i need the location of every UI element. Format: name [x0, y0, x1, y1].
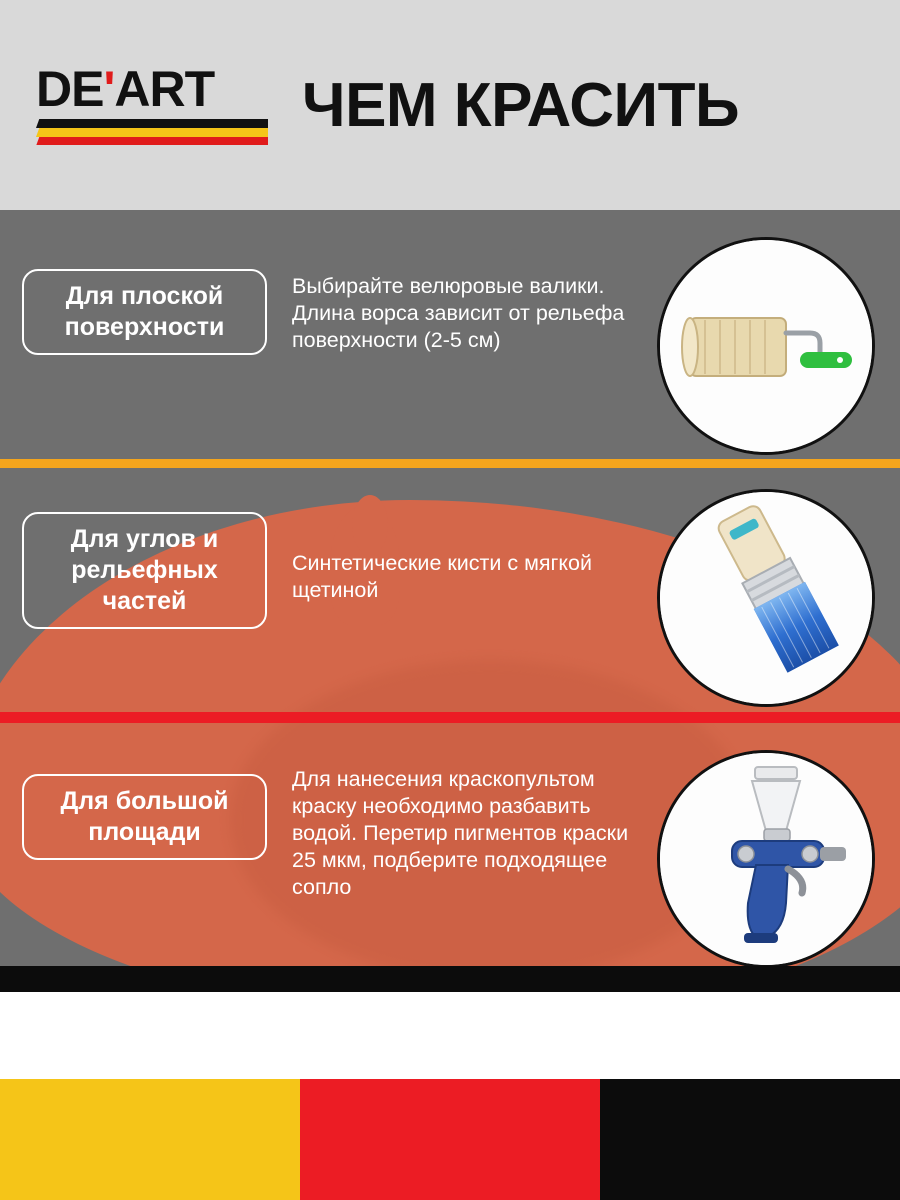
label-flat-surface: Для плоской поверхности	[22, 269, 267, 355]
logo-stripe-yellow	[36, 128, 268, 137]
logo-wordmark	[36, 63, 268, 115]
footer-stripe-black	[600, 1079, 900, 1200]
logo-stripe-black	[36, 119, 268, 128]
spray-gun-photo	[657, 750, 875, 968]
footer-flag	[0, 1079, 900, 1200]
footer-stripe-yellow	[0, 1079, 300, 1200]
label-large-area: Для большой площади	[22, 774, 267, 860]
divider-orange	[0, 459, 900, 468]
section-flat-surface	[0, 225, 900, 455]
footer-whitespace	[0, 992, 900, 1079]
description-flat-surface: Выбирайте велюровые валики. Длина ворса зависит от рельефа поверхности (2-5 см)	[292, 274, 625, 352]
paint-brush-photo	[657, 489, 875, 707]
description-corners: Синтетические кисти с мягкой щетиной	[292, 551, 592, 602]
section-large-area	[0, 730, 900, 960]
logo-stripe-red	[36, 137, 268, 145]
description-large-area: Для нанесения краскопультом краску необходимо разбавить водой. Перетир пигментов краски 25 мкм, подберите подходящее сопло	[292, 767, 629, 899]
logo-text-de: DE	[36, 61, 104, 117]
label-corners: Для углов и рельефных частей	[22, 512, 267, 629]
paint-roller-photo	[657, 237, 875, 455]
header-bar	[0, 0, 900, 210]
page-title: ЧЕМ КРАСИТЬ	[302, 70, 740, 140]
divider-black	[0, 966, 900, 992]
logo-flag-stripes	[36, 119, 268, 145]
divider-red	[0, 712, 900, 723]
logo-text-art: ART	[114, 61, 215, 117]
footer-stripe-red	[300, 1079, 600, 1200]
section-corners	[0, 478, 900, 708]
brand-logo	[36, 63, 268, 147]
logo-apostrophe: '	[103, 61, 115, 117]
